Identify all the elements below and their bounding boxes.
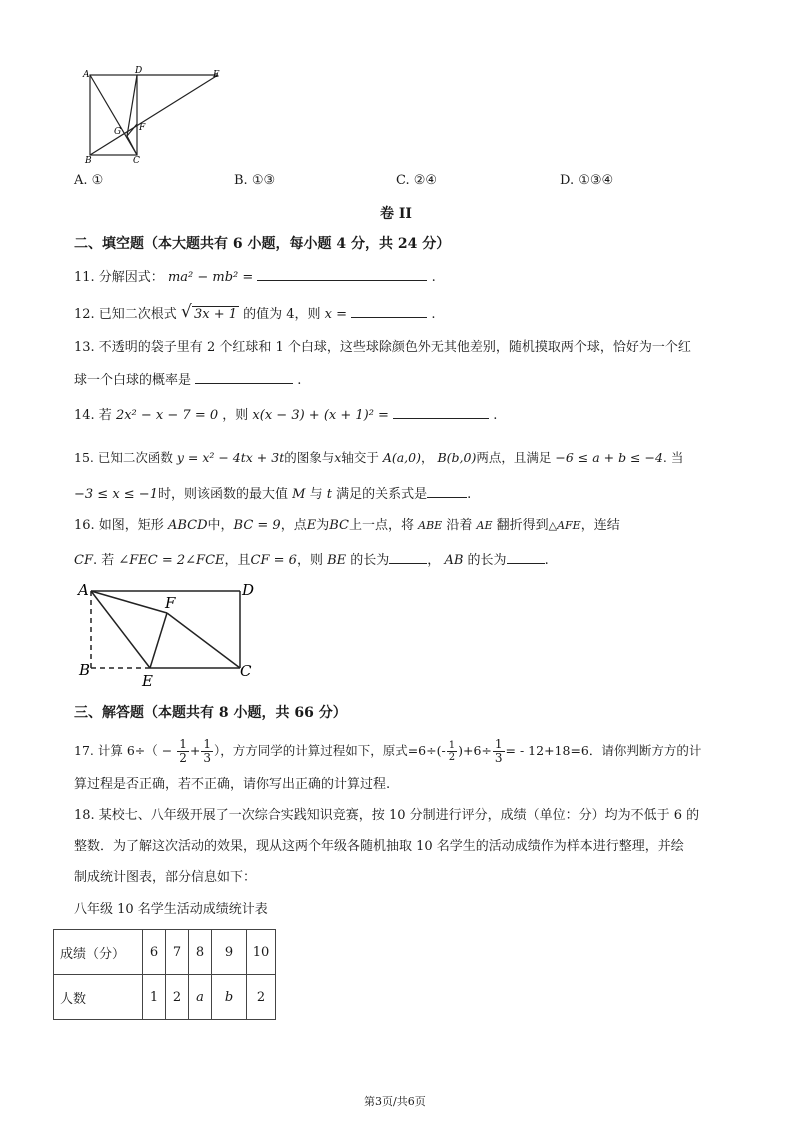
q14-pre: 14. 若 bbox=[74, 408, 112, 423]
q11-number: 11. 分解因式： bbox=[74, 270, 164, 285]
q15-point-a: A(a,0) bbox=[382, 450, 421, 465]
fig1-label-D: D bbox=[135, 66, 143, 76]
q16-ab-blank[interactable] bbox=[507, 550, 545, 564]
q15-mid: 的图象与 bbox=[284, 450, 335, 465]
q12-end: . bbox=[431, 307, 436, 322]
fig1-label-E: E bbox=[213, 70, 220, 80]
q15-mid2: 轴交于 bbox=[341, 450, 379, 465]
table-cell: 6 bbox=[143, 930, 166, 975]
q15-ineq: −6 ≤ a + b ≤ −4 bbox=[555, 450, 663, 465]
q15-t: t bbox=[326, 487, 332, 502]
q16-angle: ∠FEC = 2∠FCE bbox=[118, 553, 225, 568]
q18-table-title: 八年级 10 名学生活动成绩统计表 bbox=[74, 902, 268, 917]
q16-l2a: . 若 bbox=[92, 553, 115, 568]
table-row bbox=[54, 975, 276, 1020]
q15-pre: 15. 已知二次函数 bbox=[74, 450, 173, 465]
fig2-label-F: F bbox=[165, 594, 176, 612]
q16-mid1: 中， bbox=[207, 518, 234, 533]
q12-radical bbox=[180, 302, 239, 323]
fig2-label-A: A bbox=[78, 581, 89, 599]
q16-bc2: BC bbox=[329, 518, 349, 533]
q16-mid4: 上一点，将 bbox=[348, 518, 414, 533]
q14-expr: x(x − 3) + (x + 1)² = bbox=[252, 408, 389, 423]
q12-mid: 的值为 4，则 bbox=[243, 307, 321, 322]
volume-title: 卷 II bbox=[380, 206, 412, 222]
table-cell: 10 bbox=[247, 930, 276, 975]
question-17-line1 bbox=[74, 736, 701, 766]
q12-var: x = bbox=[324, 307, 348, 322]
table-cell: 1 bbox=[143, 975, 166, 1020]
option-b: B. ①③ bbox=[234, 173, 276, 188]
fig2-label-E: E bbox=[142, 672, 153, 690]
table-cell: 7 bbox=[166, 930, 189, 975]
q11-expr: ma² − mb² = bbox=[167, 270, 254, 285]
q17-mid2: )+6÷ bbox=[458, 743, 492, 758]
option-d: D. ①③④ bbox=[560, 173, 614, 188]
q16-rect: ABCD bbox=[167, 518, 208, 533]
q15-axis: x bbox=[334, 450, 342, 465]
q17-pre: 17. 计算 6÷（ − bbox=[74, 743, 173, 758]
fig2-label-C: C bbox=[240, 662, 252, 680]
figure-rectangle-fold bbox=[72, 580, 262, 690]
q16-end: . bbox=[544, 553, 549, 568]
question-16-line2 bbox=[74, 550, 549, 569]
q18-line2: 整数．为了解这次活动的效果，现从这两个年级各随机抽取 10 名学生的活动成绩作为样本进行整理，并绘 bbox=[74, 839, 684, 854]
q16-cf6: CF = 6 bbox=[250, 553, 297, 568]
table-cell: a bbox=[189, 975, 212, 1020]
question-12 bbox=[74, 304, 435, 323]
q15-line2-text2: 满足的关系式是 bbox=[336, 487, 428, 502]
question-11 bbox=[74, 267, 436, 286]
q16-l2e: ， bbox=[427, 553, 441, 568]
q15-with: 与 bbox=[309, 487, 323, 502]
q14-answer-blank[interactable] bbox=[393, 405, 489, 419]
q16-e: E bbox=[306, 518, 317, 533]
q16-l2c: ，则 bbox=[296, 553, 323, 568]
q12-radicand: 3x + 1 bbox=[193, 307, 237, 322]
q16-mid2: ，点 bbox=[280, 518, 307, 533]
q16-l2b: ，且 bbox=[224, 553, 251, 568]
q13-line2-text: 球一个白球的概率是 bbox=[74, 373, 192, 388]
q15-point-b: B(b,0) bbox=[437, 450, 477, 465]
fig1-label-C: C bbox=[133, 156, 140, 166]
q13-end: . bbox=[297, 373, 302, 388]
q16-abe: ABE bbox=[418, 519, 443, 532]
fig1-label-B: B bbox=[85, 156, 92, 166]
option-a: A. ① bbox=[74, 173, 104, 188]
q17-mid3: = - 12+18=6．请你判断方方的计 bbox=[505, 743, 702, 758]
table-cell: 8 bbox=[189, 930, 212, 975]
q16-l2f: 的长为 bbox=[467, 553, 507, 568]
option-c: C. ②④ bbox=[396, 173, 438, 188]
question-16-line1 bbox=[74, 518, 620, 534]
q12-answer-blank[interactable] bbox=[351, 304, 427, 318]
score-table bbox=[53, 929, 276, 1020]
q17-frac2: $\frac{1}{3}$ bbox=[203, 737, 211, 765]
question-15-line1: 15. 已知二次函数 y = x² − 4tx + 3t的图象与x轴交于 A(a,0)， B(b,0)两点，且满足 −6 ≤ a + b ≤ −4. 当 bbox=[74, 450, 684, 465]
q16-cf: CF bbox=[74, 553, 93, 568]
sqrt-icon: √ bbox=[180, 302, 192, 322]
q16-ae: AE bbox=[476, 519, 493, 532]
q16-afe: △AFE bbox=[548, 519, 581, 532]
fig1-label-F: F bbox=[139, 123, 146, 133]
q14-end: . bbox=[493, 408, 498, 423]
q17-plus: + bbox=[189, 743, 201, 758]
q16-l2d: 的长为 bbox=[350, 553, 390, 568]
q16-mid3: 为 bbox=[316, 518, 330, 533]
q18-line1: 18. 某校七、八年级开展了一次综合实践知识竞赛，按 10 分制进行评分，成绩（单位：分）均为不低于 6 的 bbox=[74, 808, 700, 823]
question-13-line2 bbox=[74, 370, 301, 389]
section3-heading: 三、解答题（本题共有 8 小题，共 66 分） bbox=[74, 705, 347, 721]
q13-line1: 13. 不透明的袋子里有 2 个红球和 1 个白球，这些球除颜色外无其他差别，随机摸取两个球，恰好为一个红 bbox=[74, 340, 691, 355]
table-cell: 成绩（分） bbox=[54, 930, 143, 975]
q12-pre: 12. 已知二次根式 bbox=[74, 307, 177, 322]
fig1-label-G: G bbox=[114, 127, 122, 137]
q15-answer-blank[interactable] bbox=[427, 484, 467, 498]
q16-ab: AB bbox=[444, 553, 464, 568]
q16-mid6: 翻折得到 bbox=[496, 518, 549, 533]
table-cell: 人数 bbox=[54, 975, 143, 1020]
q16-be: BE bbox=[327, 553, 347, 568]
q15-line1-end: . 当 bbox=[662, 450, 684, 465]
q17-mid: ），方方同学的计算过程如下，原式=6÷(- bbox=[213, 743, 446, 758]
q15-func: y = x² − 4tx + 3t bbox=[176, 450, 285, 465]
question-14 bbox=[74, 405, 497, 424]
table-row-header bbox=[54, 930, 276, 975]
q18-line3: 制成统计图表，部分信息如下： bbox=[74, 870, 257, 885]
q15-line2-text: 时，则该函数的最大值 bbox=[157, 487, 288, 502]
fig2-label-B: B bbox=[79, 661, 91, 679]
q16-mid5: 沿着 bbox=[446, 518, 473, 533]
q13-answer-blank[interactable] bbox=[195, 370, 293, 384]
q16-bc: BC = 9 bbox=[233, 518, 281, 533]
q11-end: . bbox=[431, 270, 436, 285]
page-footer: 第3页/共6页 bbox=[364, 1095, 426, 1108]
q14-cond: 2x² − x − 7 = 0 bbox=[115, 408, 219, 423]
table-cell: 2 bbox=[166, 975, 189, 1020]
q17-frac1: $\frac{1}{2}$ bbox=[179, 737, 187, 765]
q15-range: −3 ≤ x ≤ −1 bbox=[74, 487, 158, 502]
table-cell: b bbox=[212, 975, 247, 1020]
fig2-label-D: D bbox=[242, 581, 255, 599]
q15-M: M bbox=[292, 487, 306, 502]
q15-mid3: 两点，且满足 bbox=[476, 450, 552, 465]
q16-be-blank[interactable] bbox=[389, 550, 427, 564]
q17-frac3: $\frac{1}{2}$ bbox=[448, 740, 456, 763]
q15-end: . bbox=[467, 487, 472, 502]
q11-answer-blank[interactable] bbox=[257, 267, 427, 281]
q16-pre: 16. 如图，矩形 bbox=[74, 518, 164, 533]
q14-mid: ，则 bbox=[222, 408, 249, 423]
fig1-label-A: A bbox=[83, 70, 90, 80]
figure-square-diagram bbox=[80, 66, 230, 166]
q16-end1: ，连结 bbox=[580, 518, 620, 533]
q17-line2: 算过程是否正确，若不正确，请你写出正确的计算过程. bbox=[74, 777, 391, 792]
q17-frac4: $\frac{1}{3}$ bbox=[494, 737, 503, 765]
table-cell: 2 bbox=[247, 975, 276, 1020]
question-15-line2 bbox=[74, 484, 471, 503]
table-cell: 9 bbox=[212, 930, 247, 975]
section2-heading: 二、填空题（本大题共有 6 小题，每小题 4 分，共 24 分） bbox=[74, 236, 451, 252]
